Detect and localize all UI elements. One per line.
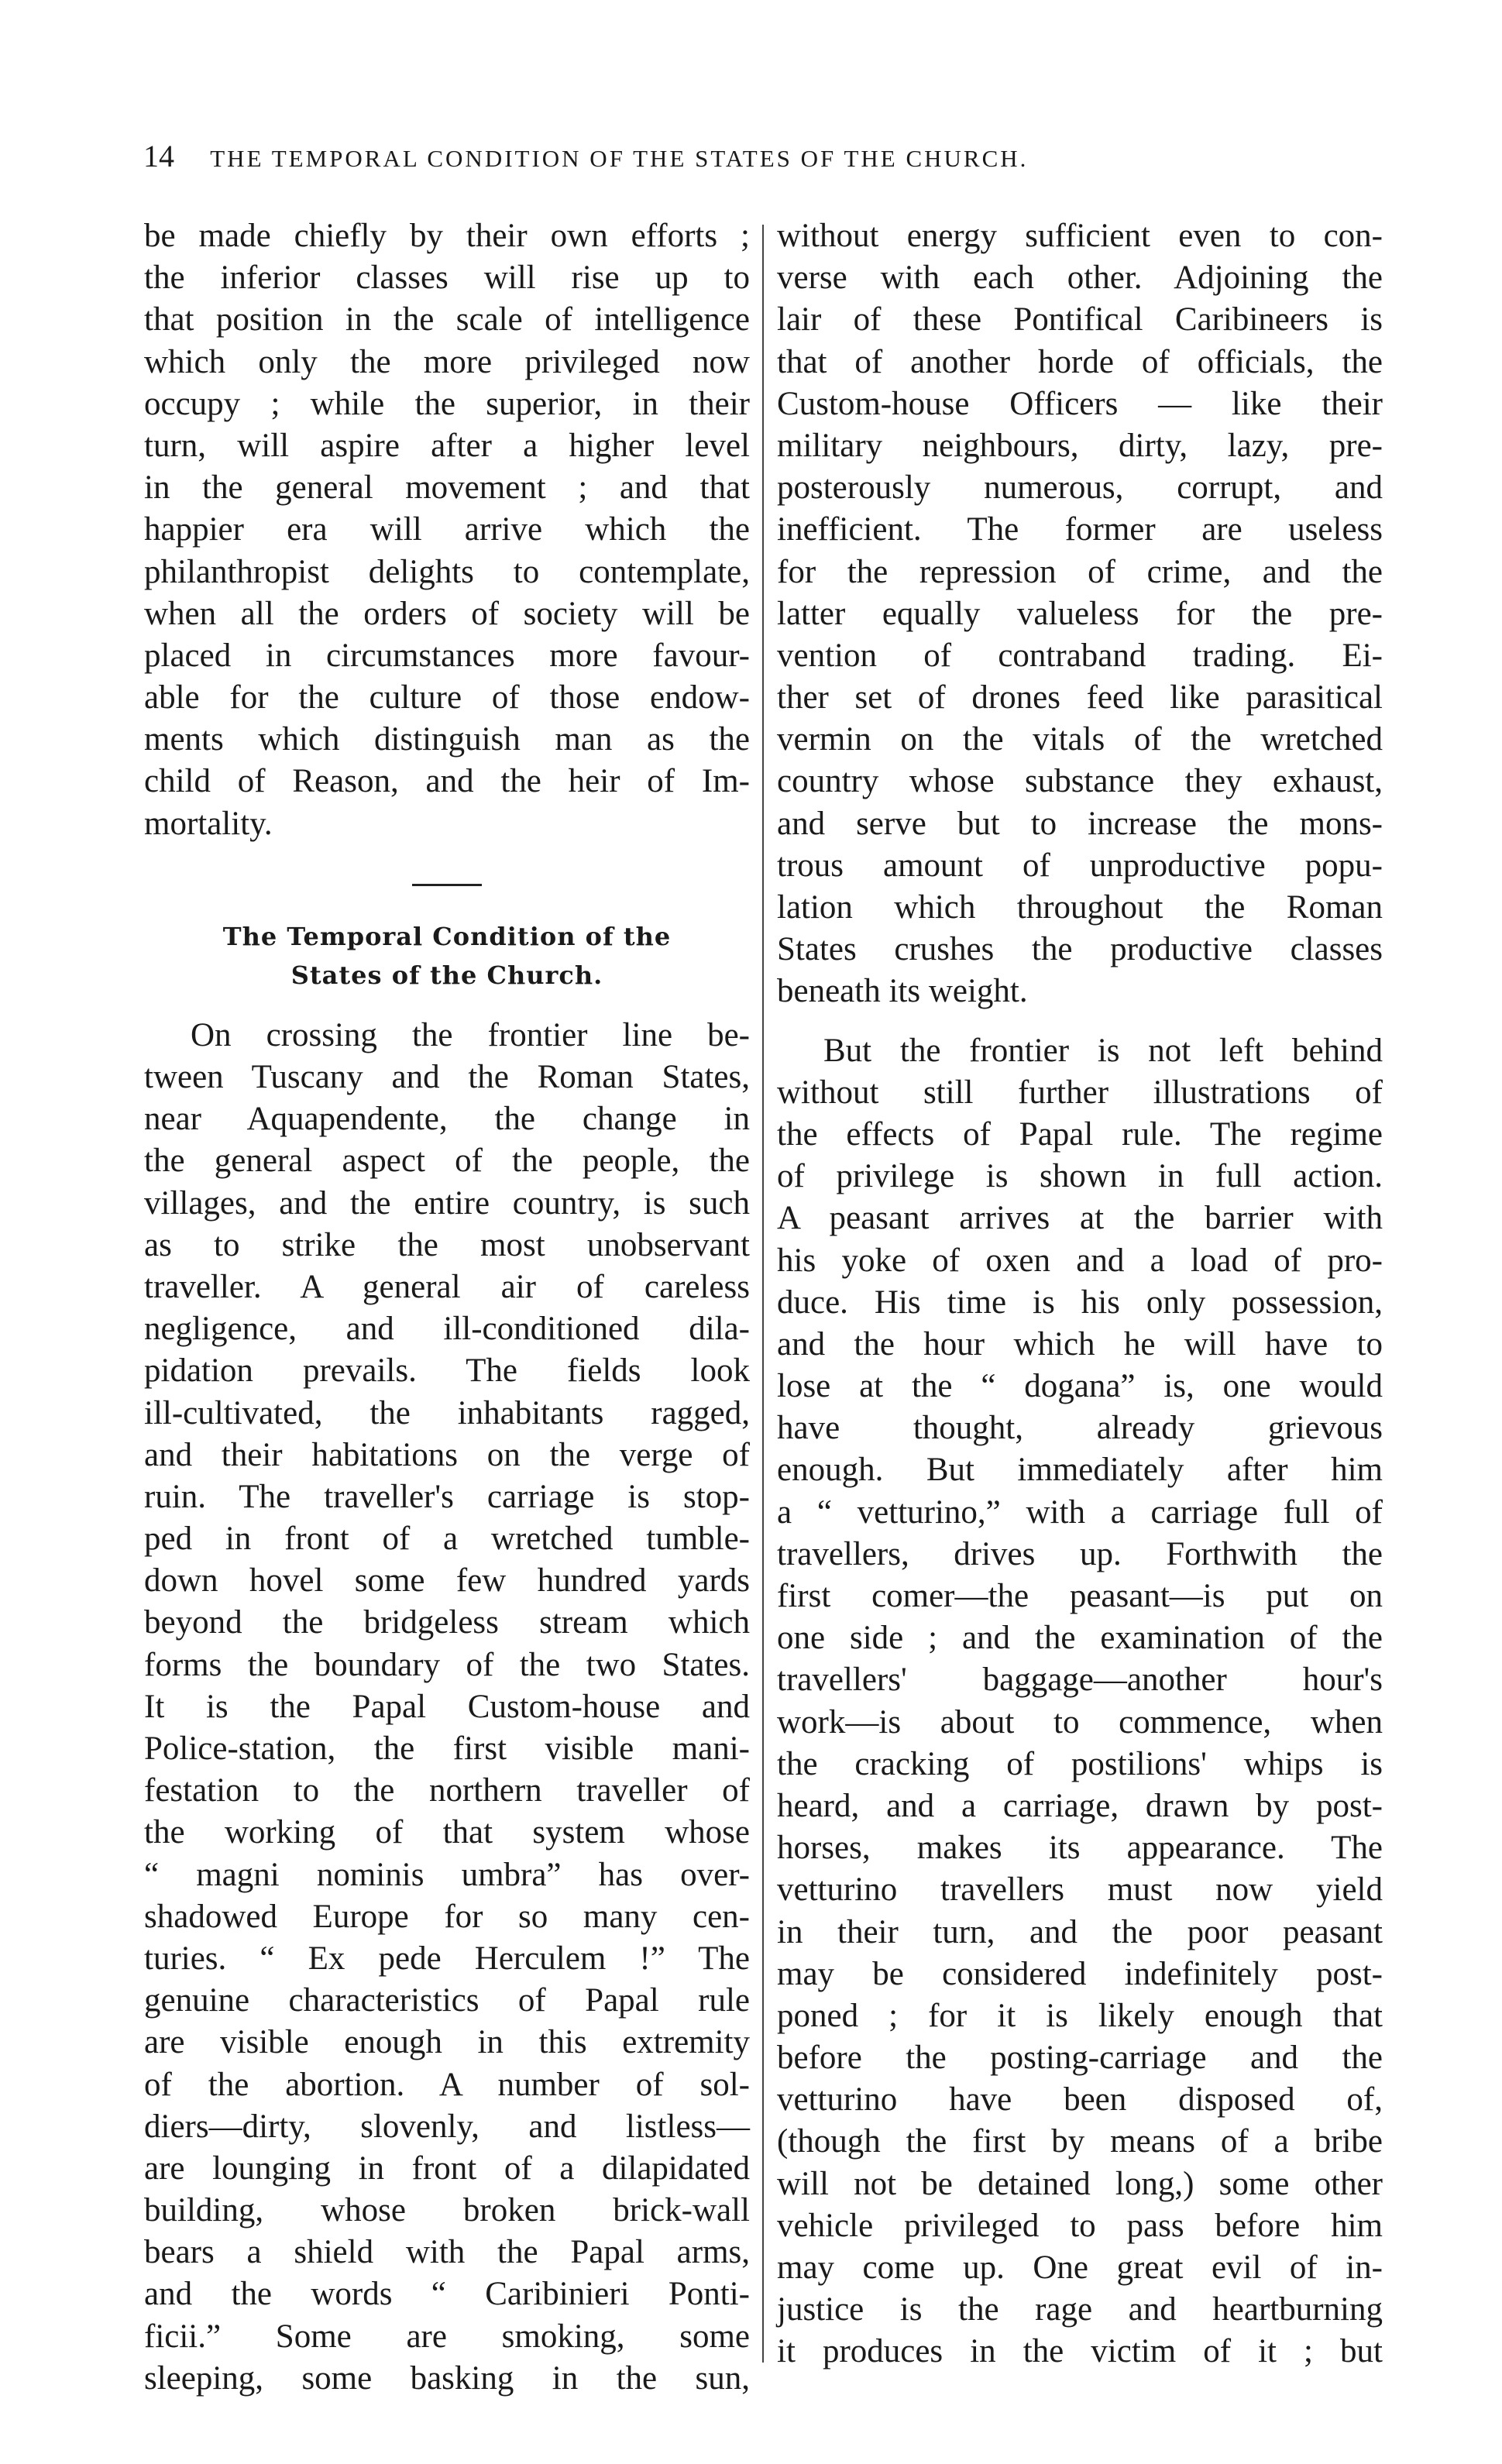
text-line: lair of these Pontifical Caribineers is: [777, 301, 1383, 338]
text-line: and their habitations on the verge of: [144, 1436, 750, 1473]
text-line: his yoke of oxen and a load of pro-: [777, 1242, 1383, 1279]
text-line: in their turn, and the poor peasant: [777, 1913, 1383, 1950]
text-line: able for the culture of those endow-: [144, 679, 750, 717]
text-line: have thought, already grievous: [777, 1410, 1383, 1447]
text-line: before the posting-carriage and the: [777, 2040, 1383, 2077]
text-line: of the abortion. A number of sol-: [144, 2066, 750, 2103]
text-line: ments which distinguish man as the: [144, 721, 750, 758]
left-column: [144, 215, 750, 2400]
text-line: vermin on the vitals of the wretched: [777, 721, 1383, 758]
text-line: latter equally valueless for the pre-: [777, 595, 1383, 632]
text-line: villages, and the entire country, is such: [144, 1184, 750, 1222]
text-line: poned ; for it is likely enough that: [777, 1997, 1383, 2034]
left-paragraph-1: [144, 215, 750, 845]
text-line: verse with each other. Adjoining the: [777, 259, 1383, 297]
text-line: vention of contraband trading. Ei-: [777, 637, 1383, 674]
text-line: beneath its weight.: [777, 973, 1028, 1010]
text-line: enough. But immediately after him: [777, 1452, 1383, 1489]
text-line: On crossing the frontier line be-: [191, 1016, 750, 1053]
text-line: may be considered indefinitely post-: [777, 1955, 1383, 1992]
text-line: mortality.: [144, 805, 273, 842]
text-line: sleeping, some basking in the sun,: [144, 2359, 750, 2397]
text-line: of privilege is shown in full action.: [777, 1158, 1383, 1195]
text-line: be made chiefly by their own efforts ;: [144, 218, 750, 254]
text-line: travellers' baggage—another hour's: [777, 1662, 1383, 1699]
text-line: ped in front of a wretched tumble-: [144, 1521, 750, 1558]
text-line: are visible enough in this extremity: [144, 2024, 750, 2061]
text-line: and the hour which he will have to: [777, 1325, 1383, 1363]
text-line: for the repression of crime, and the: [777, 553, 1383, 590]
heading-line: The Temporal Condition of the: [222, 921, 672, 951]
text-line: which only the more privileged now: [144, 343, 750, 380]
text-line: duce. His time is his only possession,: [777, 1284, 1383, 1321]
text-line: lose at the “ dogana” is, one would: [777, 1368, 1383, 1405]
text-line: the cracking of postilions' whips is: [777, 1745, 1383, 1782]
text-line: turies. “ Ex pede Herculem !” The: [144, 1940, 750, 1977]
text-line: trous amount of unproductive popu-: [777, 847, 1383, 884]
text-line: (though the first by means of a bribe: [777, 2123, 1383, 2160]
text-line: traveller. A general air of careless: [144, 1268, 750, 1305]
text-line: bears a shield with the Papal arms,: [144, 2234, 750, 2271]
text-line: will not be detained long,) some other: [777, 2165, 1383, 2202]
text-line: vehicle privileged to pass before him: [777, 2207, 1383, 2244]
page-number: 14: [143, 139, 174, 174]
text-line: shadowed Europe for so many cen-: [144, 1898, 750, 1935]
running-title: THE TEMPORAL CONDITION OF THE STATES OF THE CHURCH.: [210, 145, 1029, 172]
text-line: diers—dirty, slovenly, and listless—: [144, 2108, 750, 2145]
text-line: heard, and a carriage, drawn by post-: [777, 1787, 1383, 1824]
text-line: without still further illustrations of: [777, 1074, 1383, 1111]
column-divider: [762, 225, 764, 2363]
text-line: are lounging in front of a dilapidated: [144, 2150, 750, 2187]
right-paragraph-1: [777, 215, 1383, 1013]
text-line: lation which throughout the Roman: [777, 889, 1383, 926]
text-line: forms the boundary of the two States.: [144, 1646, 750, 1683]
text-line: ill-cultivated, the inhabitants ragged,: [144, 1394, 750, 1431]
text-line: and serve but to increase the mons-: [777, 805, 1383, 842]
text-line: the inferior classes will rise up to: [144, 259, 750, 297]
text-line: Custom-house Officers — like their: [777, 385, 1383, 422]
right-paragraph-2: [777, 1030, 1383, 2373]
text-line: States crushes the productive classes: [777, 931, 1383, 968]
text-line: child of Reason, and the heir of Im-: [144, 763, 750, 800]
text-line: the working of that system whose: [144, 1814, 750, 1851]
heading-line: States of the Church.: [290, 960, 603, 990]
text-line: without energy sufficient even to con-: [777, 218, 1383, 254]
text-line: inefficient. The former are useless: [777, 511, 1383, 548]
text-line: one side ; and the examination of the: [777, 1620, 1383, 1657]
text-line: the effects of Papal rule. The regime: [777, 1115, 1383, 1153]
text-line: near Aquapendente, the change in: [144, 1101, 750, 1138]
text-line: it produces in the victim of it ; but: [777, 2333, 1383, 2370]
text-line: in the general movement ; and that: [144, 469, 750, 507]
text-line: happier era will arrive which the: [144, 511, 750, 548]
text-line: that of another horde of officials, the: [777, 343, 1383, 380]
text-line: travellers, drives up. Forthwith the: [777, 1535, 1383, 1572]
text-line: posterously numerous, corrupt, and: [777, 469, 1383, 507]
running-header: [143, 138, 1383, 184]
text-line: the general aspect of the people, the: [144, 1143, 750, 1180]
text-line: military neighbours, dirty, lazy, pre-: [777, 427, 1383, 464]
text-line: Police-station, the first visible mani-: [144, 1730, 750, 1767]
text-line: and the words “ Caribinieri Ponti-: [144, 2276, 750, 2313]
text-line: first comer—the peasant—is put on: [777, 1578, 1383, 1614]
section-separator: [412, 884, 482, 886]
text-line: festation to the northern traveller of: [144, 1772, 750, 1809]
text-line: negligence, and ill-conditioned dila-: [144, 1311, 750, 1348]
text-line: philanthropist delights to contemplate,: [144, 553, 750, 590]
text-line: ruin. The traveller's carriage is stop-: [144, 1478, 750, 1515]
text-line: vetturino travellers must now yield: [777, 1871, 1383, 1909]
text-line: work—is about to commence, when: [777, 1703, 1383, 1741]
text-line: pidation prevails. The fields look: [144, 1352, 750, 1390]
text-line: down hovel some few hundred yards: [144, 1562, 750, 1600]
text-line: that position in the scale of intelligence: [144, 301, 750, 338]
text-line: It is the Papal Custom-house and: [144, 1688, 750, 1725]
text-line: ficii.” Some are smoking, some: [144, 2318, 750, 2355]
text-line: genuine characteristics of Papal rule: [144, 1982, 750, 2019]
text-line: justice is the rage and heartburning: [777, 2291, 1383, 2328]
text-line: may come up. One great evil of in-: [777, 2249, 1383, 2286]
text-line: horses, makes its appearance. The: [777, 1830, 1383, 1867]
text-line: turn, will aspire after a higher level: [144, 427, 750, 464]
text-line: But the frontier is not left behind: [823, 1032, 1383, 1069]
text-line: country whose substance they exhaust,: [777, 763, 1383, 800]
text-line: when all the orders of society will be: [144, 595, 750, 632]
text-line: tween Tuscany and the Roman States,: [144, 1059, 750, 1095]
paragraph-gap: [777, 1013, 1383, 1030]
text-line: occupy ; while the superior, in their: [144, 385, 750, 422]
left-paragraph-2: [144, 1015, 750, 2400]
text-line: A peasant arrives at the barrier with: [777, 1200, 1383, 1237]
text-line: placed in circumstances more favour-: [144, 637, 750, 674]
right-column: [777, 215, 1383, 2373]
section-heading: [144, 917, 750, 995]
text-line: “ magni nominis umbra” has over-: [144, 1856, 750, 1893]
text-line: beyond the bridgeless stream which: [144, 1604, 750, 1641]
text-line: a “ vetturino,” with a carriage full of: [777, 1493, 1383, 1531]
text-line: vetturino have been disposed of,: [777, 2081, 1383, 2119]
text-line: as to strike the most unobservant: [144, 1226, 750, 1263]
text-line: building, whose broken brick-wall: [144, 2192, 750, 2229]
text-line: ther set of drones feed like parasitical: [777, 679, 1383, 717]
